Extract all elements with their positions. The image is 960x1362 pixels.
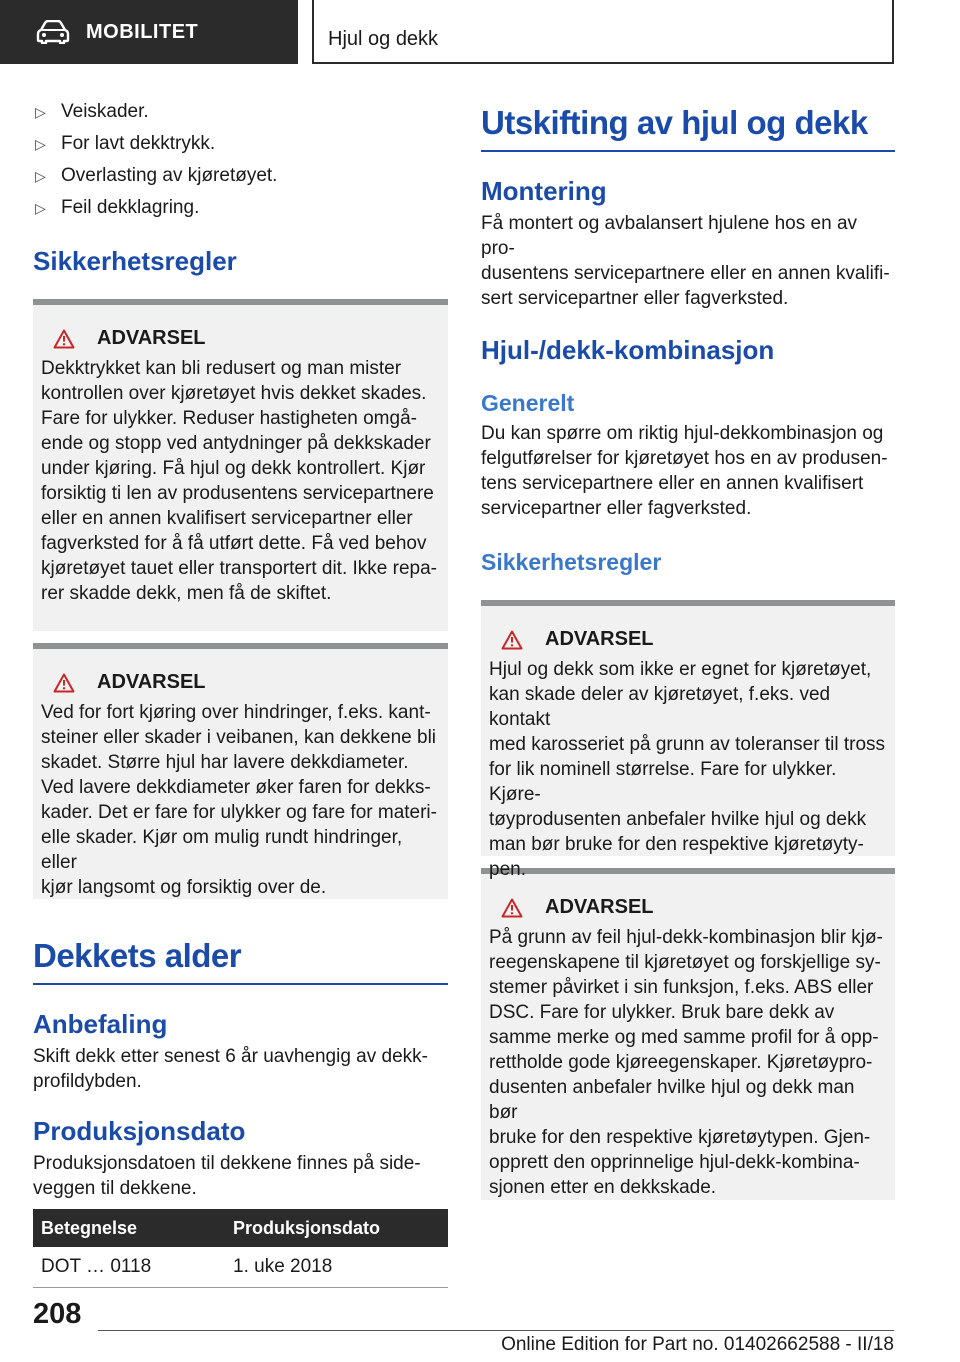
warning-line: for lik nominell størrelse. Fare for ulykker. Kjøre- (489, 759, 837, 805)
left-column (33, 96, 448, 1288)
warning-line: opprett den opprinnelige hjul-dekk-kombina- (489, 1152, 860, 1173)
page-header (0, 0, 960, 66)
edition-note: Online Edition for Part no. 01402662588 - II/18 (501, 1334, 894, 1355)
warning-line: På grunn av feil hjul-dekk-kombinasjon blir kjø- (489, 927, 883, 948)
warning-triangle-icon (53, 329, 75, 349)
warning-triangle-icon (501, 898, 523, 918)
table-cell: DOT … 0118 (33, 1247, 225, 1288)
column-header: Produksjonsdato (225, 1209, 448, 1247)
general-line: Du kan spørre om riktig hjul-dekkombinasjon og (481, 423, 884, 444)
section-title: MOBILITET (86, 20, 199, 43)
table-row (33, 1247, 448, 1288)
warning-line: steiner eller skader i veibanen, kan dekkene bli (41, 727, 437, 748)
warning-line: Fare for ulykker. Reduser hastigheten omgå- (41, 408, 417, 429)
warning-box (33, 299, 448, 631)
warning-line: reegenskapene til kjøretøyet og forskjellige sy- (489, 952, 881, 973)
warning-line: kjøretøyet tauet eller transportert dit. Ikke repa- (41, 558, 437, 579)
list-item: ▷ Veiskader. (33, 96, 448, 128)
warning-box (33, 643, 448, 899)
warning-line: stemer påvirket i sin funksjon, f.eks. ABS eller (489, 977, 874, 998)
warning-title: ADVARSEL (545, 628, 654, 650)
warning-title: ADVARSEL (97, 327, 206, 349)
warning-title-row (41, 327, 440, 350)
page-number: 208 (33, 1298, 82, 1330)
topic-tab[interactable] (312, 0, 894, 64)
warning-triangle-icon (53, 673, 75, 693)
warning-line: Hjul og dekk som ikke er egnet for kjøretøyet, (489, 659, 872, 680)
recommendation-line: profildybden. (33, 1071, 142, 1092)
mounting-heading: Montering (481, 176, 607, 206)
warning-line: pen. (489, 859, 526, 880)
topic-title: Hjul og dekk (328, 28, 439, 50)
warning-triangle-icon (501, 630, 523, 650)
warning-line: sjonen etter en dekkskade. (489, 1177, 717, 1198)
production-line: veggen til dekkene. (33, 1178, 197, 1199)
warning-line: DSC. Fare for ulykker. Bruk bare dekk av (489, 1002, 835, 1023)
warning-line: samme merke og med samme profil for å opp- (489, 1027, 879, 1048)
warning-title-row (489, 628, 887, 651)
mounting-line: Få montert og avbalansert hjulene hos en av pro- (481, 213, 858, 259)
warning-line: kader. Det er fare for ulykker og fare for materi- (41, 802, 437, 823)
cause-list (33, 96, 448, 224)
general-line: felgutførelser for kjøretøyet hos en av produsen- (481, 448, 888, 469)
recommendation-heading: Anbefaling (33, 1009, 168, 1039)
warning-title: ADVARSEL (97, 671, 206, 693)
triangle-bullet-icon: ▷ (35, 200, 46, 216)
recommendation-line: Skift dekk etter senest 6 år uavhengig av dekk- (33, 1046, 428, 1067)
warning-line: skadet. Større hjul har lavere dekkdiameter. (41, 752, 409, 773)
table-header-row (33, 1209, 448, 1247)
triangle-bullet-icon: ▷ (35, 104, 46, 120)
warning-line: man bør bruke for den respektive kjøretøyty- (489, 834, 864, 855)
column-header: Betegnelse (33, 1209, 225, 1247)
general-heading: Generelt (481, 390, 575, 416)
general-line: tens servicepartnere eller en annen kvalifisert (481, 473, 864, 494)
triangle-bullet-icon: ▷ (35, 136, 46, 152)
warning-line: Ved for fort kjøring over hindringer, f.eks. kant- (41, 702, 431, 723)
production-heading: Produksjonsdato (33, 1116, 246, 1146)
production-line: Produksjonsdatoen til dekkene finnes på side- (33, 1153, 421, 1174)
warning-box (481, 868, 895, 1200)
warning-line: under kjøring. Få hjul og dekk kontrollert. Kjør (41, 458, 426, 479)
warning-title-row (41, 671, 440, 694)
list-item: ▷ Overlasting av kjøretøyet. (33, 160, 448, 192)
warning-line: fagverksted for å få utført dette. Få ved behov (41, 533, 427, 554)
age-heading: Dekkets alder (33, 937, 448, 985)
car-icon (36, 20, 70, 44)
triangle-bullet-icon: ▷ (35, 168, 46, 184)
warning-line: med karosseriet på grunn av toleranser til tross (489, 734, 886, 755)
warning-line: rer skadde dekk, men få de skiftet. (41, 583, 332, 604)
footer-divider (98, 1330, 894, 1331)
section-tab[interactable] (0, 0, 298, 64)
warning-title: ADVARSEL (545, 896, 654, 918)
safety-heading: Sikkerhetsregler (33, 246, 237, 276)
list-item: ▷ Feil dekklagring. (33, 192, 448, 224)
right-column (481, 96, 895, 1200)
mounting-line: dusentens servicepartnere eller en annen kvalifi- (481, 263, 890, 284)
combination-heading: Hjul-/dekk-kombinasjon (481, 335, 775, 365)
warning-line: ende og stopp ved antydninger på dekkskader (41, 433, 431, 454)
warning-line: elle skader. Kjør om mulig rundt hindringer, eller (41, 827, 403, 873)
warning-line: bruke for den respektive kjøretøytypen. Gjen- (489, 1127, 871, 1148)
warning-line: Dekktrykket kan bli redusert og man mister (41, 358, 402, 379)
general-line: servicepartner eller fagverksted. (481, 498, 752, 519)
warning-title-row (489, 896, 887, 919)
warning-line: tøyprodusenten anbefaler hvilke hjul og dekk (489, 809, 867, 830)
warning-line: rettholde gode kjøreegenskaper. Kjøretøypro- (489, 1052, 873, 1073)
warning-line: forsiktig ti len av produsentens servicepartnere (41, 483, 434, 504)
safety-heading: Sikkerhetsregler (481, 549, 662, 575)
replacement-heading: Utskifting av hjul og dekk (481, 104, 895, 152)
table-cell: 1. uke 2018 (225, 1247, 448, 1288)
warning-line: kan skade deler av kjøretøyet, f.eks. ved kontakt (489, 684, 831, 730)
warning-box (481, 600, 895, 880)
warning-line: kontrollen over kjøretøyet hvis dekket skades. (41, 383, 427, 404)
production-date-table (33, 1209, 448, 1288)
warning-line: Ved lavere dekkdiameter øker faren for dekks- (41, 777, 431, 798)
warning-line: eller en annen kvalifisert servicepartner eller (41, 508, 413, 529)
warning-line: kjør langsomt og forsiktig over de. (41, 877, 327, 898)
warning-line: dusenten anbefaler hvilke hjul og dekk man bør (489, 1077, 855, 1123)
list-item: ▷ For lavt dekktrykk. (33, 128, 448, 160)
mounting-line: sert servicepartner eller fagverksted. (481, 288, 789, 309)
